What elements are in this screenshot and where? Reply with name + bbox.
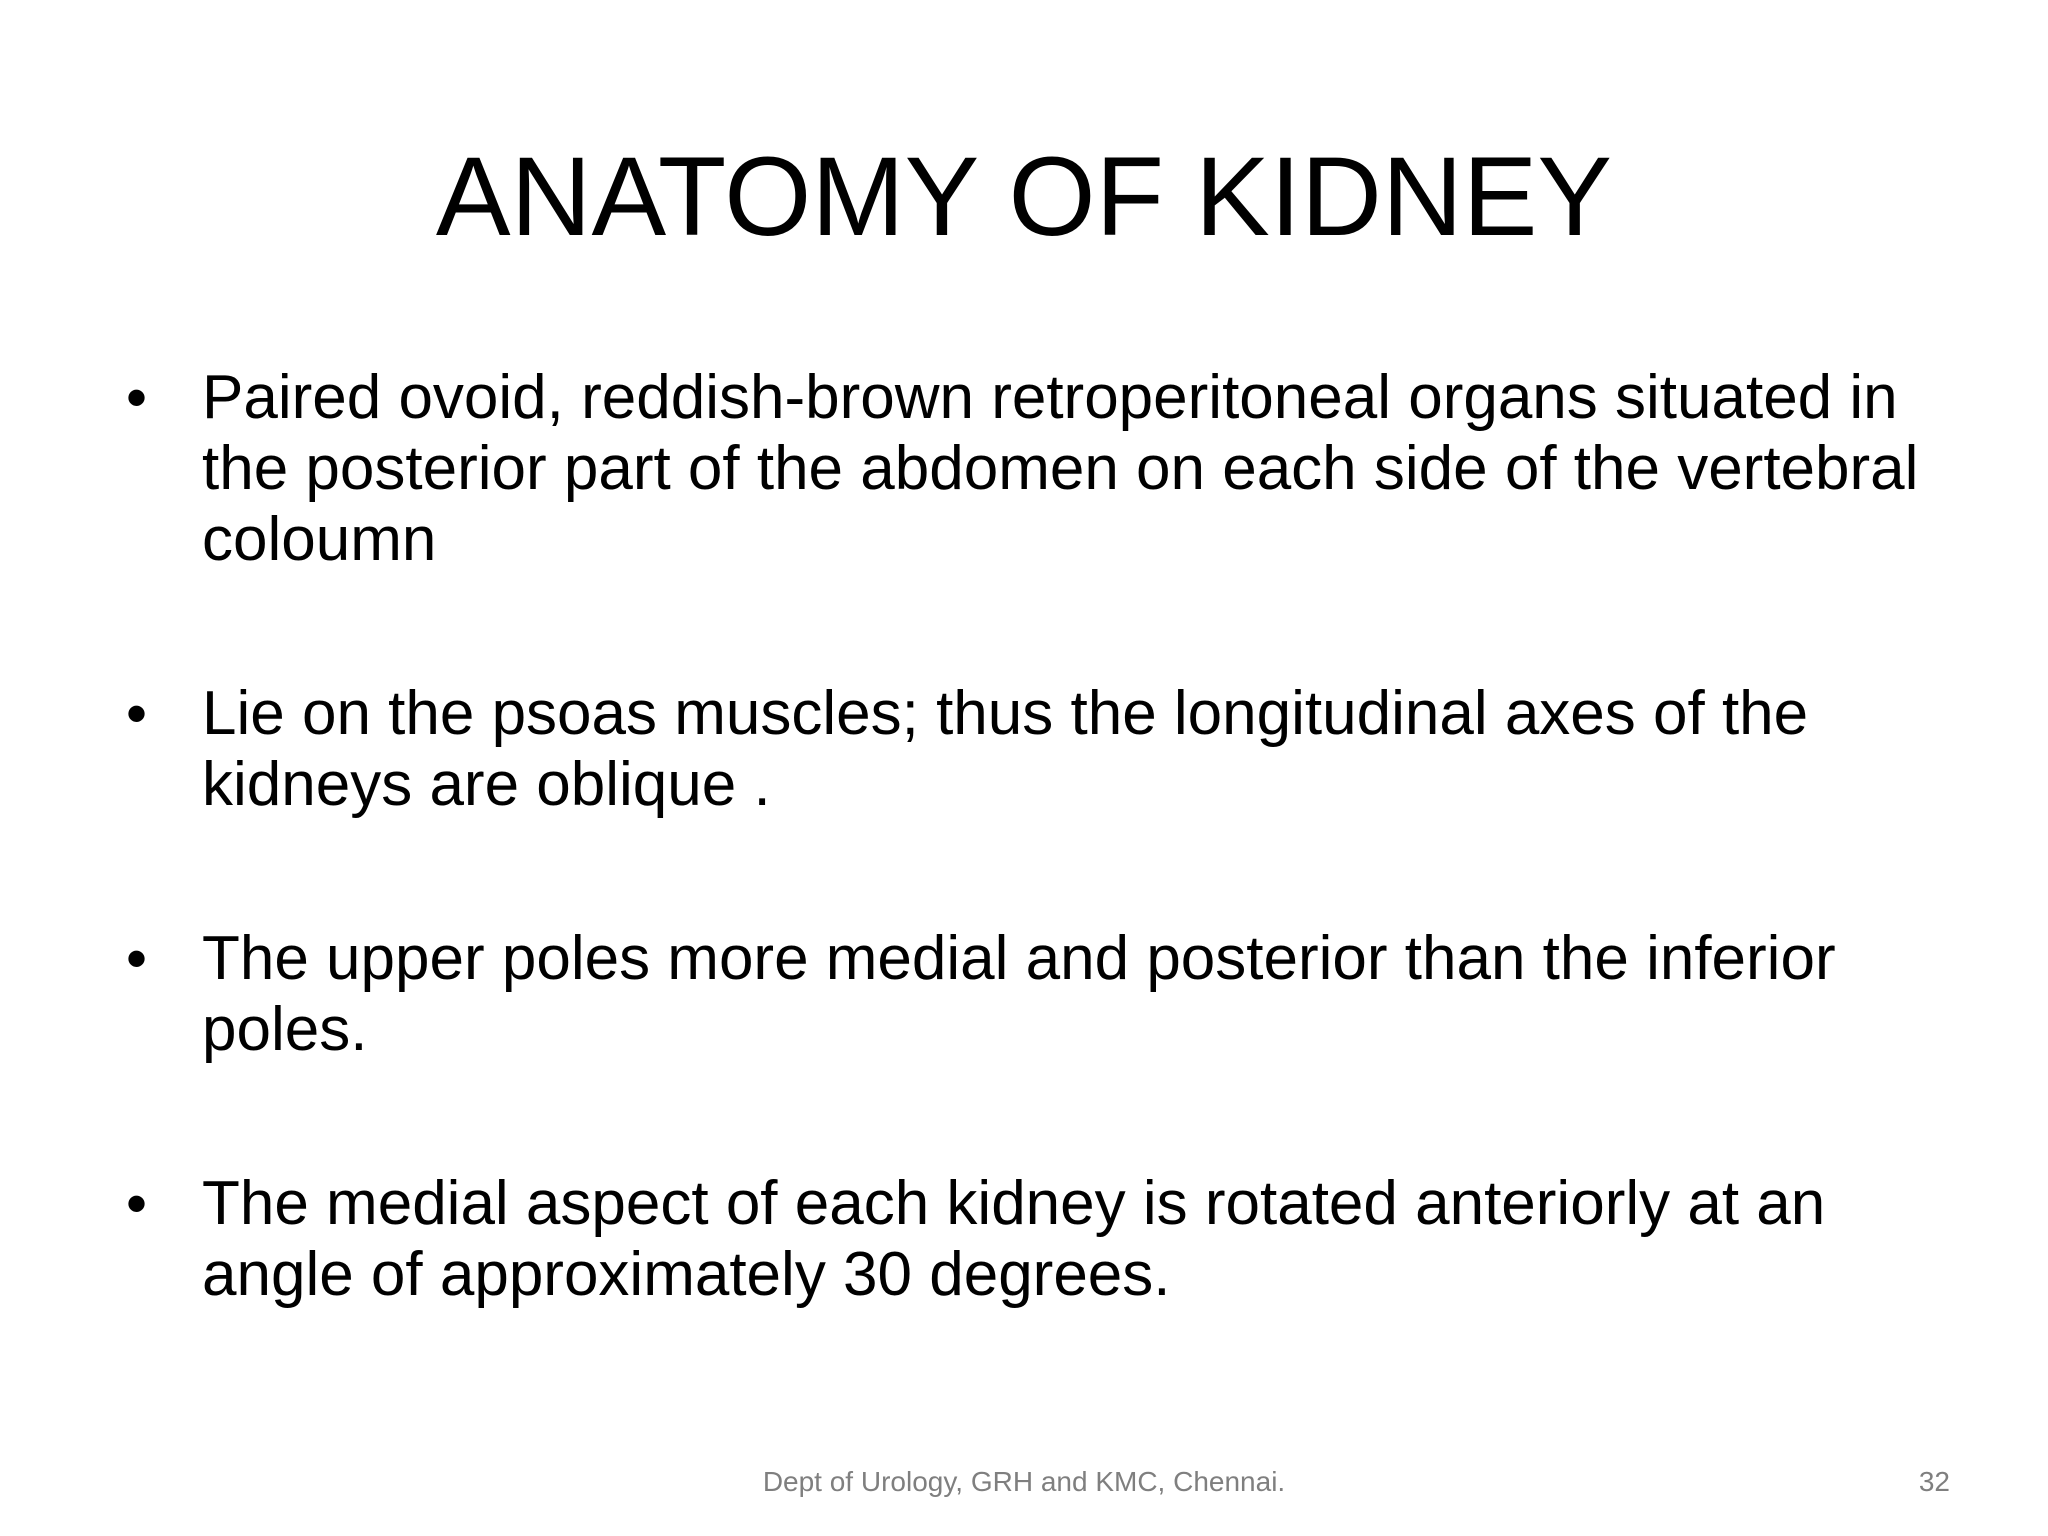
bullet-item	[120, 923, 1960, 1065]
slide-footer: Dept of Urology, GRH and KMC, Chennai.	[762, 1466, 1286, 1497]
bullet-text: The upper poles more medial and posterior than the inferior poles.	[202, 924, 1836, 1064]
bullet-item	[120, 678, 1960, 820]
bullet-list	[120, 362, 1960, 1310]
bullet-text: Paired ovoid, reddish-brown retroperitoneal organs situated in the posterior part of the abdomen on each side of the vertebral coloumn	[202, 363, 1919, 574]
bullet-icon: •	[126, 1170, 148, 1237]
bullet-icon: •	[126, 364, 148, 431]
bullet-icon: •	[126, 925, 148, 992]
bullet-text: The medial aspect of each kidney is rotated anteriorly at an angle of approximately 30 degrees.	[202, 1169, 1826, 1309]
slide-number: 32	[1918, 1466, 1950, 1497]
slide-title: ANATOMY OF KIDNEY	[435, 134, 1613, 259]
bullet-text: Lie on the psoas muscles; thus the longitudinal axes of the kidneys are oblique .	[202, 679, 1809, 819]
bullet-icon: •	[126, 680, 148, 747]
bullet-item	[120, 1168, 1960, 1310]
bullet-item	[120, 362, 1960, 575]
